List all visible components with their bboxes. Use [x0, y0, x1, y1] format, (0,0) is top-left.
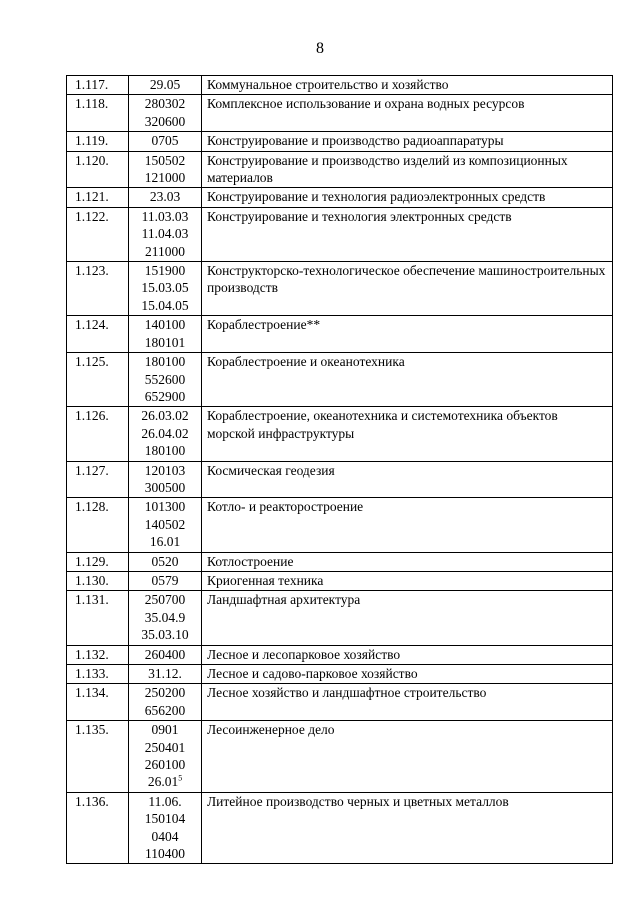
specialty-codes [129, 407, 202, 461]
specialty-code: 121000 [144, 170, 186, 186]
table-row [67, 721, 613, 793]
specialty-name: Конструирование и производство изделий из композиционных материалов [202, 151, 613, 188]
specialty-code: 140502 [144, 516, 186, 532]
specialty-codes [129, 645, 202, 664]
specialty-name: Лесное и садово-парковое хозяйство [202, 665, 613, 684]
row-number: 1.122. [67, 207, 129, 261]
row-number: 1.118. [67, 95, 129, 132]
row-number: 1.126. [67, 407, 129, 461]
row-number: 1.117. [67, 76, 129, 95]
specialty-codes [129, 665, 202, 684]
page-number: 8 [316, 40, 324, 57]
table-row [67, 316, 613, 353]
specialty-code: 250401 [144, 739, 186, 755]
table-row [67, 552, 613, 571]
specialty-name: Конструирование и технология электронных средств [202, 207, 613, 261]
table-row [67, 188, 613, 207]
specialty-code: 0705 [151, 133, 179, 149]
specialty-name: Котло- и реакторостроение [202, 498, 613, 552]
specialty-code: 35.03.10 [141, 627, 189, 643]
specialty-code: 29.05 [149, 77, 181, 92]
specialty-codes [129, 207, 202, 261]
row-number: 1.119. [67, 132, 129, 151]
specialty-code: 11.03.03 [141, 208, 189, 224]
specialty-code: 180101 [144, 334, 186, 350]
specialty-code: 11.04.03 [141, 226, 189, 242]
specialty-code: 23.03 [149, 189, 181, 205]
table-row [67, 95, 613, 132]
specialty-name: Литейное производство черных и цветных металлов [202, 792, 613, 864]
specialty-code: 320600 [144, 113, 186, 129]
specialty-code: 300500 [144, 479, 186, 495]
table-row [67, 665, 613, 684]
specialty-code: 35.04.9 [144, 609, 186, 625]
specialty-name: Комплексное использование и охрана водных ресурсов [202, 95, 613, 132]
specialty-codes [129, 316, 202, 353]
specialty-code: 180100 [144, 443, 186, 459]
row-number: 1.129. [67, 552, 129, 571]
specialty-code: 0579 [151, 572, 179, 588]
specialty-code: 101300 [144, 499, 186, 515]
specialty-code: 150502 [144, 152, 186, 168]
specialty-name: Кораблестроение, океанотехника и системотехника объектов морской инфраструктуры [202, 407, 613, 461]
table-row [67, 207, 613, 261]
specialty-codes [129, 95, 202, 132]
specialty-code: 260100 [144, 757, 186, 773]
footnote-marker: 5 [178, 773, 183, 783]
specialty-code: 11.06. [148, 793, 182, 809]
row-number: 1.135. [67, 721, 129, 793]
row-number: 1.127. [67, 461, 129, 498]
specialty-name: Коммунальное строительство и хозяйство [202, 76, 613, 95]
specialties-table [66, 75, 613, 864]
specialty-name: Конструкторско-технологическое обеспечение машиностроительных производств [202, 262, 613, 316]
specialty-name: Кораблестроение** [202, 316, 613, 353]
specialty-code: 180100 [144, 354, 186, 370]
row-number: 1.125. [67, 353, 129, 407]
specialty-code: 120103 [144, 462, 186, 478]
specialty-code: 26.01$^5$ [147, 773, 183, 790]
table-row [67, 684, 613, 721]
specialty-name: Лесное хозяйство и ландшафтное строительство [202, 684, 613, 721]
specialty-name: Криогенная техника [202, 571, 613, 590]
table-row [67, 645, 613, 664]
specialty-codes [129, 552, 202, 571]
specialty-code: 652900 [144, 388, 186, 404]
specialty-code: 151900 [144, 263, 186, 279]
specialty-codes [129, 151, 202, 188]
row-number: 1.123. [67, 262, 129, 316]
table-row [67, 132, 613, 151]
specialty-code: 150104 [144, 811, 186, 827]
specialty-name: Котлостроение [202, 552, 613, 571]
specialty-code: 260400 [144, 646, 186, 662]
row-number: 1.131. [67, 591, 129, 645]
table-row [67, 262, 613, 316]
specialty-codes [129, 498, 202, 552]
table-row [67, 792, 613, 864]
specialty-codes [129, 684, 202, 721]
specialty-code: 16.01 [149, 534, 181, 550]
specialty-name: Конструирование и технология радиоэлектронных средств [202, 188, 613, 207]
specialty-name: Лесное и лесопарковое хозяйство [202, 645, 613, 664]
specialty-codes [129, 188, 202, 207]
specialty-code: 26.03.02 [141, 408, 189, 424]
specialty-code: 250700 [144, 592, 186, 608]
specialty-code: 250200 [144, 685, 186, 701]
row-number: 1.133. [67, 665, 129, 684]
table-row [67, 407, 613, 461]
specialty-code: 15.04.05 [141, 297, 189, 313]
specialty-code: 552600 [144, 371, 186, 387]
specialty-code: 211000 [145, 243, 185, 259]
specialty-name: Лесоинженерное дело [202, 721, 613, 793]
specialty-codes [129, 721, 202, 793]
table-row [67, 498, 613, 552]
specialty-codes [129, 591, 202, 645]
specialty-code: 0404 [151, 828, 179, 844]
specialty-name: Ландшафтная архитектура [202, 591, 613, 645]
table-row [67, 591, 613, 645]
row-number: 1.124. [67, 316, 129, 353]
specialty-codes [129, 461, 202, 498]
row-number: 1.132. [67, 645, 129, 664]
table-row [67, 353, 613, 407]
specialty-codes [129, 792, 202, 864]
specialty-code: 26.04.02 [141, 425, 189, 441]
row-number: 1.134. [67, 684, 129, 721]
row-number: 1.136. [67, 792, 129, 864]
specialty-codes [129, 262, 202, 316]
specialty-code: 656200 [144, 702, 186, 718]
specialty-code: 31.12. [148, 666, 182, 681]
table-row [67, 461, 613, 498]
specialty-code: 140100 [144, 317, 186, 333]
specialty-name: Кораблестроение и океанотехника [202, 353, 613, 407]
table-row [67, 76, 613, 95]
table-row [67, 151, 613, 188]
specialty-codes [129, 353, 202, 407]
specialty-codes [129, 132, 202, 151]
row-number: 1.121. [67, 188, 129, 207]
specialty-code: 110400 [145, 846, 185, 862]
table-row [67, 571, 613, 590]
row-number: 1.120. [67, 151, 129, 188]
row-number: 1.128. [67, 498, 129, 552]
specialty-code: 0520 [151, 553, 179, 569]
specialty-name: Конструирование и производство радиоаппаратуры [202, 132, 613, 151]
specialty-code: 280302 [144, 96, 186, 112]
specialty-name: Космическая геодезия [202, 461, 613, 498]
specialty-code: 15.03.05 [141, 280, 189, 296]
specialty-codes [129, 76, 202, 95]
specialty-codes [129, 571, 202, 590]
specialty-code: 0901 [151, 722, 179, 738]
row-number: 1.130. [67, 571, 129, 590]
